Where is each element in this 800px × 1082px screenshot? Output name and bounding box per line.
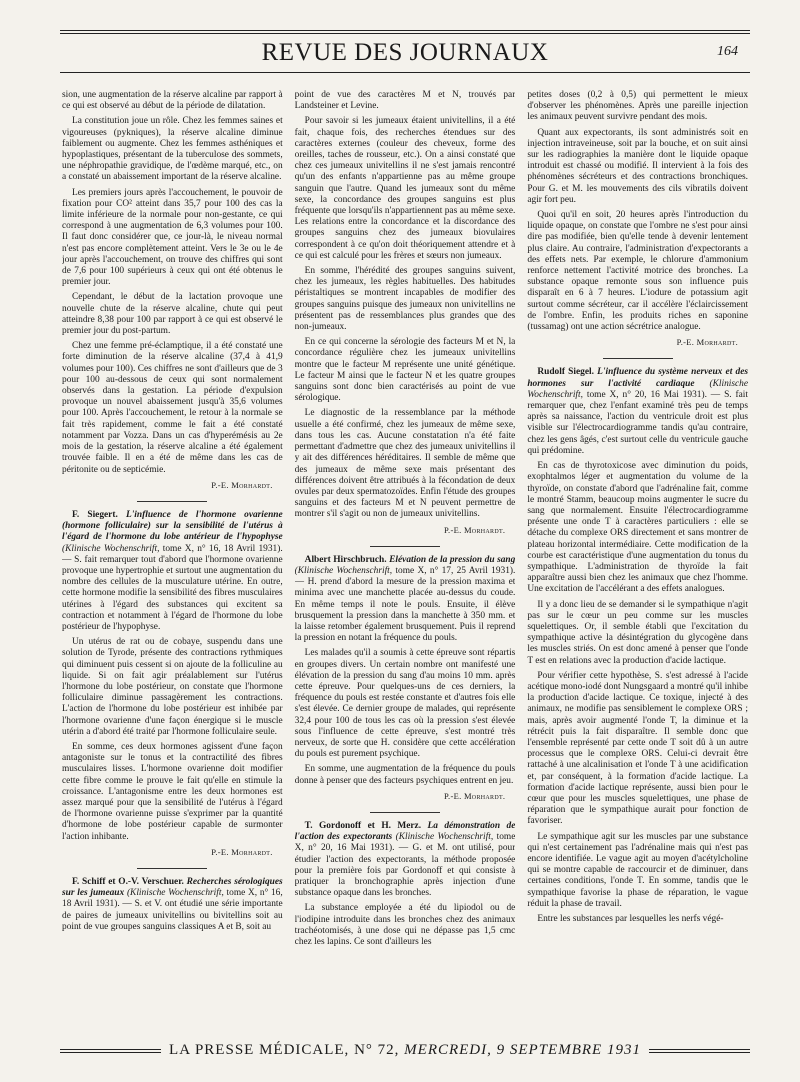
paragraph: En somme, l'hérédité des groupes sanguins suivent, chez les jumeaux, les règles habituelles. Des habitudes péristaltiques se montrent incapables de modifier des groupes sanguins puisque des jumeaux non univitellins ne présentent pas de ressemblances plus grandes que des non-jumeaux.	[294, 266, 516, 333]
article-heading	[295, 821, 516, 899]
section-divider	[603, 358, 673, 359]
paragraph: Les malades qu'il a soumis à cette épreuve sont répartis en groupes divers. Un certain nombre ont manifesté une élévation de la pression du sang d'au moins 10 mm. après cette épreuve. Pour quelques-uns de ces derniers, la fréquence du pouls est restée constante et d'autres fois elle s'est élevée. Ce dernier groupe de malades, qui représente 32,4 pour 100 de tous les cas où la pression s'est élevée sous l'influence de cette épreuve, s'est montré très nerveux, de sorte que H. considère que cette accélération du pouls est purement psychique.	[294, 648, 516, 760]
signature-name: Morhardt.	[231, 479, 273, 490]
column-middle	[295, 90, 516, 1038]
header-top-rule-thin	[60, 33, 750, 34]
article-title: L'influence de l'hormone ovarienne (hormone folliculaire) sur la sensibilité de l'utérus à l'égard de l'hormone du lobe antérieur de l'hypophyse	[62, 509, 283, 543]
header-bottom-rule	[60, 72, 750, 73]
paragraph: Entre les substances par lesquelles les nerfs végé-	[537, 914, 724, 925]
page-footer	[60, 1040, 750, 1060]
paragraph: En ce qui concerne la sérologie des facteurs M et N, la concordance régulière chez les jumeaux univitellins montre que le facteur M représente une unité génétique. Le facteur M ainsi que le facteur N et les quatre groupes sanguins sont donc bien caractérisés au point de vue sérologique.	[294, 337, 516, 404]
column-right	[527, 90, 748, 1038]
page-header	[60, 38, 750, 68]
signature-initials: P.-E.	[443, 790, 462, 801]
signature	[62, 480, 273, 491]
paragraph: point de vue des caractères M et N, trouvés par Landsteiner et Levine.	[294, 90, 516, 112]
article-journal: (Klinische Wochenschrift,	[527, 378, 749, 400]
footer-issue-number: N° 72,	[354, 1042, 400, 1058]
article-heading	[527, 367, 748, 457]
article-heading	[295, 555, 516, 645]
article-heading	[62, 877, 283, 933]
article-journal: (Klinische Wochenschrift,	[126, 888, 224, 899]
signature	[62, 847, 273, 858]
footer-date: MERCREDI, 9 SEPTEMBRE 1931	[404, 1042, 641, 1058]
article-title: Recherches sérologiques sur les jumeaux	[62, 877, 283, 899]
article-journal: (Klinische Wochenschrift,	[294, 565, 393, 576]
paragraph: Cependant, le début de la lactation provoque une nouvelle chute de la réserve alcaline, chute qui peut atteindre 8,38 pour 100 par rapport à ce qui est observé le premier jour du post-partum.	[62, 292, 283, 337]
paragraph: En somme, une augmentation de la fréquence du pouls donne à penser que des facteurs psychiques entrent en jeu.	[294, 764, 516, 786]
article-author: Albert Hirschbruch.	[304, 554, 387, 565]
page-number: 164	[717, 44, 738, 59]
signature-initials: P.-E.	[211, 479, 229, 490]
paragraph: Le diagnostic de la ressemblance par la méthode usuelle a été confirmé, chez les jumeaux de même sexe, dans tous les cas. Aucune constatation n'a été faite permettant d'admettre que chez des jumeaux univitellins il y ait des différences héréditaires. Il semble de même que des jumeaux de même sexe mais présentant des différences doivent être attribués à la fécondation de deux ovules par deux spermatozoïdes. Enfin l'étude des groupes sanguins et des facteurs M et N peuvent permettre de montrer s'il s'agit ou non de jumeaux univitellins.	[294, 408, 516, 520]
article-author: T. Gordonoff et H. Merz.	[304, 820, 422, 831]
article-title: L'influence du système nerveux et des hormones sur l'activité cardiaque	[527, 367, 749, 389]
paragraph: Quoi qu'il en soit, 20 heures après l'introduction du liquide opaque, on constate que l'ombre ne s'est pour ainsi dire pas modifiée, bien qu'elle tende à devenir lentement plus claire. Au contraire, l'administration d'expectorants a des effets nets. Par exemple, le chlorure d'ammonium renforce nettement l'activité motrice des bronches. La substance opaque remonte sous son influence puis disparaît en 6 à 7 heures. L'iodure de potassium agit surtout comme sécréteur, car il accélère l'éclaircissement de l'ombre. Enfin, les produits riches en saponine (tussamag) ont une action sécrétrice analogue.	[527, 210, 749, 333]
section-divider	[370, 546, 440, 547]
signature	[295, 525, 506, 536]
paragraph: Pour savoir si les jumeaux étaient univitellins, il a été fait, chaque fois, des recherches étendues sur des caractères externes (couleur des cheveux, forme des oreilles, taches de rousseur, etc.). On a ainsi constaté que chez ces jumeaux univitellins il ne s'est jamais rencontré qu'un des enfants n'appartienne pas au même groupe sanguin que l'autre. Quand les jumeaux sont du même sexe, la concordance des groupes sanguins est plus fréquente que lorsqu'ils n'appartiennent pas au même sexe. Les relations entre la concordance et la discordance des groupes sanguins chez des jumeaux biovulaires correspondent à ce qu'on doit théoriquement attendre et à ce qui est calculé pour les frères et sœurs non jumeaux.	[294, 116, 516, 261]
article-heading	[62, 510, 283, 633]
article-author: Rudolf Siegel.	[537, 367, 594, 378]
article-journal: (Klinische Wochenschrift,	[395, 832, 494, 843]
footer-text	[60, 1040, 750, 1060]
paragraph: Il y a donc lieu de se demander si le sympathique n'agit pas sur le cœur un peu comme sur les muscles squelettiques. Or, il semble établi que l'excitation du sympathique active la désintégration du glycogène dans les muscles striés. On est donc amené à penser que l'onde T est en relations avec la production d'acide lactique.	[527, 599, 749, 666]
paragraph: Chez une femme pré-éclamptique, il a été constaté une forte diminution de la réserve alcaline (37,4 à 41,9 volumes pour 100). Ces chiffres ne sont d'ailleurs que de 3 pour 100 au-dessous de ceux qui sont normalement observés dans la gestation. La période d'expulsion provoque un nouvel abaissement jusqu'à 35,6 volumes pour 100. Après l'accouchement, le retour à la normale se fait très rapidement, comme le fait a été constaté notamment par Vozza. Dans un cas d'hyperémésis au 2e mois de la gestation, la réserve alcaline a été également trouvée faible. Il en a été de même dans les cas de péritonite ou de septicémie.	[62, 341, 283, 475]
paragraph: En somme, ces deux hormones agissent d'une façon antagoniste sur le tonus et la contractilité des fibres musculaires lisses. L'hormone ovarienne doit modifier cette fibre comme le prouve le fait qu'elle en stimule la croissance. L'antagonisme entre les deux hormones est assez marqué pour que la sensibilité de l'utérus à l'égard de l'hormone ovarienne puisse s'exprimer par la quantité d'hormone de lobe postérieur capable de surmonter l'action inhibante.	[62, 741, 283, 842]
section-divider	[370, 812, 440, 813]
signature-name: Morhardt.	[463, 524, 506, 535]
section-divider	[137, 868, 207, 869]
column-left	[62, 90, 283, 1038]
running-title: REVUE DES JOURNAUX	[261, 39, 549, 66]
paragraph: En cas de thyrotoxicose avec diminution du poids, exophtalmos léger et augmentation du volume de la thyroïde, on constate d'abord que l'adrénaline fait, comme le montré Stamm, beaucoup moins augmenter le sucre du sang que normalement. Ensuite l'électrocardiogramme présente une onde T à caractères particuliers : elle se détache du complexe ORS directement et sans montrer de plateau horizontal intermédiaire. Cette modification de la courbe est caractéristique d'une augmentation du tonus du sympathique. L'administration de thyroïde la fait apparaître aussi bien chez les animaux que chez l'homme. Une excitation de l'accélérant a des effets analogues.	[527, 461, 749, 595]
article-reference: tome X, n° 20, 16 Mai 1931). — S. fait remarquer que, chez l'enfant examiné très peu de temps après sa naissance, l'action du ventricule droit est plus visible sur l'électrocardiogramme tandis qu'au contraire, chez les gens âgés, c'est surtout celle du ventricule gauche qui prédomine.	[527, 389, 749, 456]
header-top-rule	[60, 30, 750, 31]
paragraph: Pour vérifier cette hypothèse, S. s'est adressé à l'acide acétique mono-iodé dont Nungsgaard a montré qu'il inhibe la production d'acide lactique. Ce toxique, injecté à des animaux, ne modifie pas sensiblement le complexe ORS ; mais, après avoir augmenté l'onde T, la diminue et la rétrécit puis la fait disparaître. Il semble donc que l'ensemble représenté par cette onde T soit dû à un autre processus que le complexe ORS. Celui-ci devrait être rattaché à une alcalinisation et l'onde T à une acidification et, par conséquent, à la formation d'acide lactique. La formation d'acide lactique représente, aussi bien pour le cœur que pour les muscles squelettiques, une phase de réparation que le sympathique aurait pour fonction de favoriser.	[527, 670, 749, 827]
paragraph: sion, une augmentation de la réserve alcaline par rapport à ce qui est observé au début de la période de dilatation.	[62, 90, 283, 112]
footer-journal: LA PRESSE MÉDICALE,	[169, 1042, 350, 1058]
signature-name: Morhardt.	[231, 846, 273, 857]
article-author: F. Schiff et O.-V. Verschuer.	[72, 877, 184, 887]
article-columns	[62, 90, 748, 1038]
paragraph: Quant aux expectorants, ils sont administrés soit en injection intraveineuse, soit par la bouche, et on suit ainsi sur les radiographies la manière dont le liquide opaque introduit est chassé ou modifié. Il intervient à la fois des phénomènes sécréteurs et des contractions bronchiques. Pour G. et M. les mouvements des cils vibratils doivent agir fort peu.	[527, 127, 749, 205]
paragraph: petites doses (0,2 à 0,5) qui permettent le mieux d'observer les phénomènes. Après une pareille injection les animaux peuvent survivre pendant des mois.	[527, 90, 749, 123]
paragraph: La constitution joue un rôle. Chez les femmes saines et vigoureuses (pykniques), la réserve alcaline diminue faiblement ou augmente. Chez les femmes asthéniques et hypoplastiques, présentant de la tuberculose des sommets, une néphropathie gravidique, de l'œdème marqué, etc., on a constaté un abaissement important de la réserve alcaline.	[62, 116, 283, 183]
section-divider	[137, 501, 207, 502]
signature	[527, 337, 738, 348]
article-author: F. Siegert.	[72, 509, 118, 520]
paragraph: Les premiers jours après l'accouchement, le pouvoir de fixation pour CO² atteint dans 35,7 pour 100 des cas la limite inférieure de la normale pour non-gestante, ce qui correspond à une augmentation de 6,3 volumes pour 100. Il faut donc considérer que, ce jour-là, le niveau normal n'est pas encore complètement atteint. Vers le 3e ou le 4e jour après l'accouchement, on trouve des chiffres qui sont de 7,6 pour 100 supérieurs à ceux qui ont été obtenus le premier jour.	[62, 187, 283, 288]
article-title: La démonstration de l'action des expectorants	[294, 820, 516, 843]
article-reference: tome X, n° 20, 16 Mai 1931). — G. et M. ont utilisé, pour étudier l'action des expectorants, la méthode proposée pour la première fois par Gordonoff et qui consiste à pratiquer la bronchographie après injection d'une substance opaque dans les bronches.	[294, 832, 516, 899]
paragraph: Un utérus de rat ou de cobaye, suspendu dans une solution de Tyrode, présente des contractions rythmiques qui diminuent puis cessent si on ajoute de la folliculine au liquide. Si on fait agir préalablement sur l'utérus l'hormone du lobe postérieur, on constate que l'hormone folliculaire diminue passagèrement les contractions. L'action de l'hormone du lobe postérieur est inhibée par l'hormone ovarienne d'une façon énergique si le muscle utérin a d'abord été traité par l'hormone folliculaire seule.	[62, 637, 283, 737]
signature-initials: P.-E.	[211, 846, 229, 857]
signature-initials: P.-E.	[676, 337, 695, 348]
article-reference: tome X, n° 16, 18 Avril 1931). — S. et V. ont étudié une série importante de paires de jumeaux univitellins ou bivitellins soit au point de vue groupes sanguins classiques A et B, soit au	[62, 888, 283, 932]
article-journal: (Klinische Wochenschrift,	[62, 543, 160, 554]
signature-name: Morhardt.	[463, 790, 506, 801]
article-reference: tome X, n° 16, 18 Avril 1931). — S. fait remarquer tout d'abord que l'hormone ovarienne provoque une hypertrophie et surtout une augmentation du nombre des cellules de la musculature utérine. En outre, cette hormone modifie la sensibilité des fibres musculaires utérines à l'égard des substances qui excitent sa contraction et notamment à l'égard de l'hormone du lobe postérieur de l'hypophyse.	[62, 543, 283, 632]
article-reference: tome X, n° 17, 25 Avril 1931). — H. prend d'abord la mesure de la pression maxima et minima avec une manchette placée au-dessus du coude. En même temps il note le pouls. Ensuite, il élève brusquement la pression dans la manchette à 350 mm. et la laisse retomber également brusquement. Puis il reprend la pression en notant la fréquence du pouls.	[294, 565, 516, 644]
article-title: Elévation de la pression du sang	[389, 554, 516, 565]
signature	[295, 791, 506, 802]
paragraph: Le sympathique agit sur les muscles par une substance qui n'est certainement pas l'adrénaline mais qui n'est pas encore identifiée. Le vague agit au moyen d'acétylcholine qui se montre capable de raccourcir et de diminuer, dans certaines conditions, l'onde T. En somme, tandis que le sympathique favorise la phase de réparation, le vague réduit la phase de travail.	[527, 831, 749, 909]
paragraph: La substance employée a été du lipiodol ou de l'iodipine introduite dans les bronches chez des animaux trachéotomisés, à une dose qui ne dépasse pas 1,5 cmc chez les lapins. Ce sont d'ailleurs les	[294, 903, 516, 948]
signature-name: Morhardt.	[696, 337, 739, 348]
signature-initials: P.-E.	[443, 524, 462, 535]
